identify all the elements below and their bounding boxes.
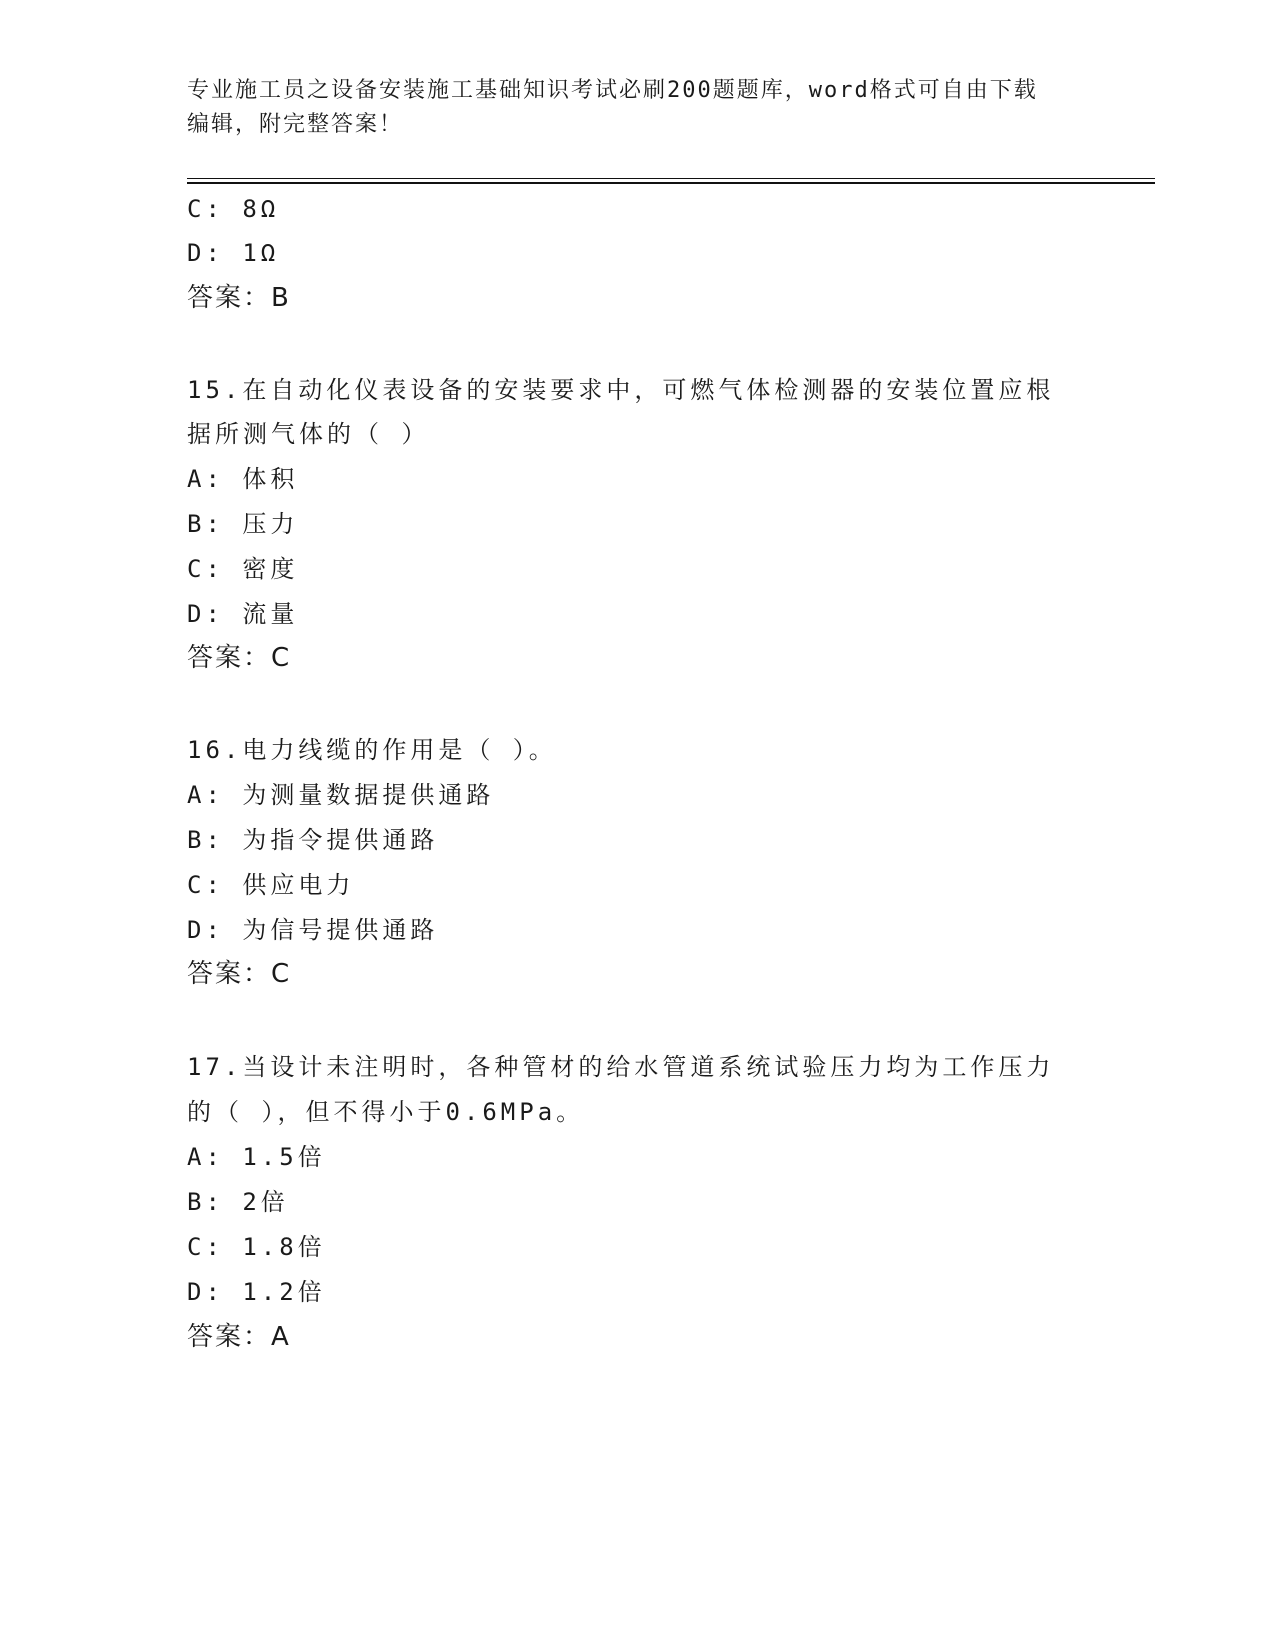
q17-option-c: C: 1.8倍 xyxy=(187,1233,326,1261)
q14-answer: 答案：B xyxy=(187,283,291,313)
header-divider-top xyxy=(187,178,1155,179)
q17-answer: 答案：A xyxy=(187,1322,291,1352)
document-header xyxy=(187,74,1067,142)
q16-stem-line-1: 16.电力线缆的作用是（ ）。 xyxy=(187,736,557,764)
q15-stem-line-2: 据所测气体的（ ） xyxy=(187,420,430,448)
q15-option-b: B: 压力 xyxy=(187,510,299,538)
header-divider-bottom xyxy=(187,182,1155,184)
header-title-line-2: 编辑，附完整答案！ xyxy=(187,112,404,137)
q15-stem-line-1: 15.在自动化仪表设备的安装要求中，可燃气体检测器的安装位置应根 xyxy=(187,376,1055,404)
q16-option-a: A: 为测量数据提供通路 xyxy=(187,781,495,809)
q14-option-d: D: 1Ω xyxy=(187,239,280,267)
q15-option-d: D: 流量 xyxy=(187,600,299,628)
q16-option-d: D: 为信号提供通路 xyxy=(187,916,439,944)
q17-stem-line-2: 的（ ），但不得小于0.6MPa。 xyxy=(187,1098,585,1126)
q15-option-a: A: 体积 xyxy=(187,465,299,493)
q16-option-b: B: 为指令提供通路 xyxy=(187,826,439,854)
q16-option-c: C: 供应电力 xyxy=(187,871,355,899)
q17-option-b: B: 2倍 xyxy=(187,1188,289,1216)
q14-option-c: C: 8Ω xyxy=(187,195,280,223)
header-title-line-1: 专业施工员之设备安装施工基础知识考试必刷200题题库，word格式可自由下载 xyxy=(187,78,1038,103)
q16-answer: 答案：C xyxy=(187,959,292,989)
q15-option-c: C: 密度 xyxy=(187,555,299,583)
q17-option-d: D: 1.2倍 xyxy=(187,1278,326,1306)
q17-stem-line-1: 17.当设计未注明时，各种管材的给水管道系统试验压力均为工作压力 xyxy=(187,1053,1055,1081)
q15-answer: 答案：C xyxy=(187,643,292,673)
q17-option-a: A: 1.5倍 xyxy=(187,1143,326,1171)
